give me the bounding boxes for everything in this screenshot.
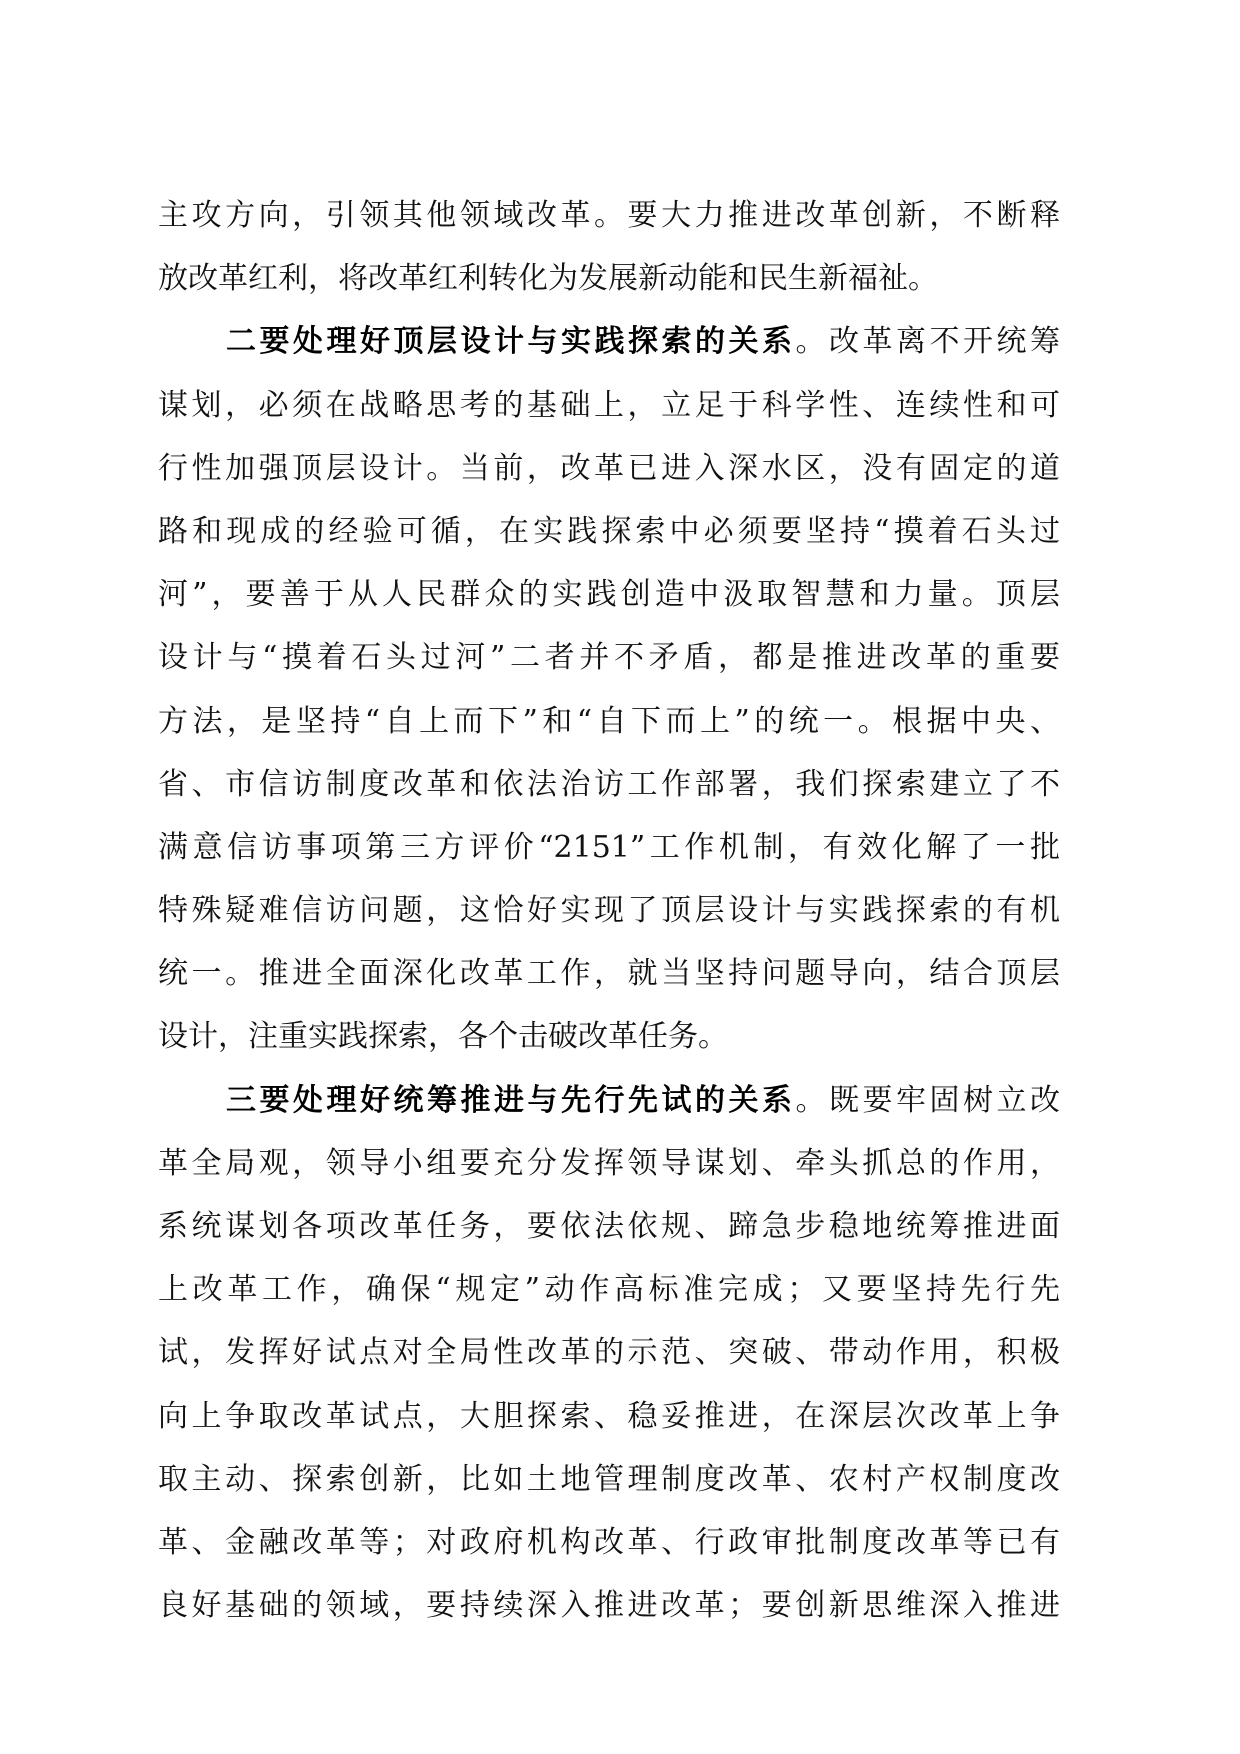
paragraph-2-first-line-rest: 。改革离不开统筹: [795, 324, 1060, 360]
text-line: 方法，是坚持“自上而下”和“自下而上”的统一。根据中央、: [158, 703, 1060, 739]
text-line: 取主动、探索创新，比如土地管理制度改革、农村产权制度改: [158, 1461, 1060, 1497]
paragraph-3-first-line-rest: 。既要牢固树立改: [795, 1082, 1060, 1118]
text-line: 特殊疑难信访问题，这恰好实现了顶层设计与实践探索的有机: [158, 893, 1060, 929]
text-line: 试，发挥好试点对全局性改革的示范、突破、带动作用，积极: [158, 1335, 1060, 1371]
text-line: 向上争取改革试点，大胆探索、稳妥推进，在深层次改革上争: [158, 1398, 1060, 1434]
paragraph-1: [158, 184, 1060, 310]
paragraph-3: [158, 1069, 1060, 1638]
text-line: 良好基础的领域，要持续深入推进改革；要创新思维深入推进: [158, 1588, 1060, 1624]
text-line: [158, 1069, 1060, 1132]
text-line: 主攻方向，引领其他领域改革。要大力推进改革创新，不断释: [158, 198, 1060, 233]
text-line: 统一。推进全面深化改革工作，就当坚持问题导向，结合顶层: [158, 956, 1060, 992]
paragraph-2-lead: 二要处理好顶层设计与实践探索的关系: [226, 324, 796, 360]
text-line: 省、市信访制度改革和依法治访工作部署，我们探索建立了不: [158, 766, 1060, 802]
paragraph-3-lead: 三要处理好统筹推进与先行先试的关系: [226, 1082, 796, 1118]
text-line: 系统谋划各项改革任务，要依法依规、蹄急步稳地统筹推进面: [158, 1209, 1060, 1244]
text-line: 放改革红利，将改革红利转化为发展新动能和民生新福祉。: [158, 261, 938, 297]
text-line: 谋划，必须在战略思考的基础上，立足于科学性、连续性和可: [158, 387, 1060, 423]
body-text: [158, 184, 1060, 1637]
text-line: 行性加强顶层设计。当前，改革已进入深水区，没有固定的道: [158, 450, 1060, 486]
text-line: 河”，要善于从人民群众的实践创造中汲取智慧和力量。顶层: [158, 577, 1060, 613]
text-line: 设计与“摸着石头过河”二者并不矛盾，都是推进改革的重要: [158, 640, 1060, 676]
text-line: 革、金融改革等；对政府机构改革、行政审批制度改革等已有: [158, 1524, 1060, 1560]
text-line: [158, 310, 1060, 373]
text-line: 路和现成的经验可循，在实践探索中必须要坚持“摸着石头过: [158, 513, 1060, 549]
paragraph-2: [158, 310, 1060, 1068]
text-line: 革全局观，领导小组要充分发挥领导谋划、牵头抓总的作用，: [158, 1145, 1060, 1181]
text-line: 满意信访事项第三方评价“2151”工作机制，有效化解了一批: [158, 829, 1060, 865]
text-line: 设计，注重实践探索，各个击破改革任务。: [158, 1019, 728, 1055]
text-line: 上改革工作，确保“规定”动作高标准完成；又要坚持先行先: [158, 1272, 1060, 1308]
